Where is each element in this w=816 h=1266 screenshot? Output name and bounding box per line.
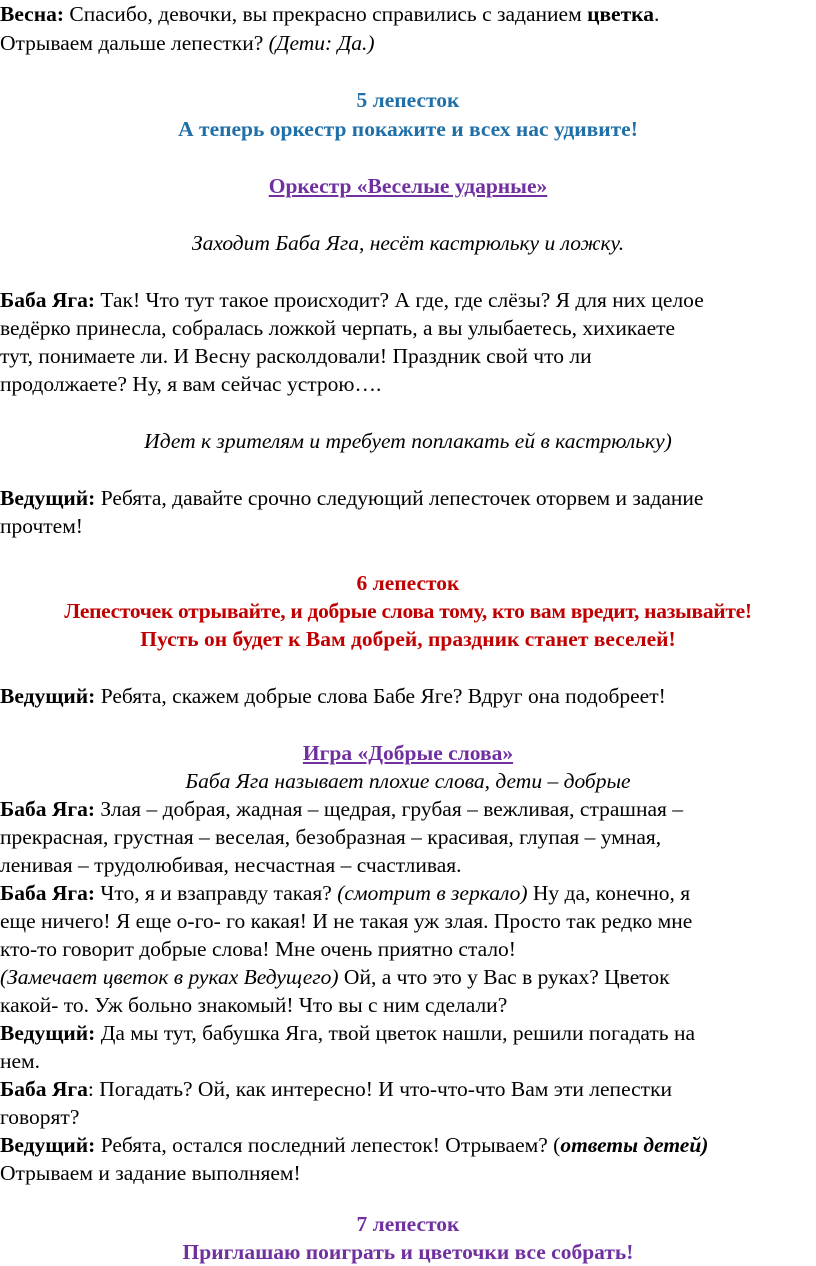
baba2-line-3: ленивая – трудолюбивая, несчастная – счастливая. (0, 853, 462, 877)
speaker-host: Ведущий: (0, 486, 96, 510)
stage-direction-2: Идет к зрителям и требует поплакать ей в кастрюльку) (144, 429, 672, 453)
speaker-host: Ведущий: (0, 684, 96, 708)
host-text: Ребята, остался последний лепесток! Отрываем? ( (95, 1133, 561, 1157)
host5-line-2: Отрываем и задание выполняем! (0, 1161, 301, 1185)
spring-line-2 (0, 29, 816, 57)
baba-text: Злая – добрая, жадная – щедрая, грубая – вежливая, страшная – (95, 797, 684, 821)
baba3-line-1 (0, 879, 816, 907)
orchestra-title: Оркестр «Веселые ударные» (268, 174, 548, 198)
speaker-baba: Баба Яга: (0, 881, 96, 905)
host-text: Да мы тут, бабушка Яга, твой цветок нашли, решили погадать на (95, 1021, 695, 1045)
petal-6-title: 6 лепесток (356, 571, 460, 595)
baba-line-4: продолжаете? Ну, я вам сейчас устрою…. (0, 372, 382, 396)
baba4-line-2: говорят? (0, 1105, 80, 1129)
game-title: Игра «Добрые слова» (302, 741, 514, 765)
baba-line-3: тут, понимаете ли. И Весну расколдовали! Праздник свой что ли (0, 344, 592, 368)
petal-6-verse-1: Лепесточек отрывайте, и добрые слова тому, кто вам вредит, называйте! (64, 599, 752, 623)
speaker-host: Ведущий: (0, 1021, 96, 1045)
speaker-baba: Баба Яга: (0, 288, 96, 312)
petal-5-verse: А теперь оркестр покажите и всех нас удивите! (178, 117, 638, 141)
host-line-3 (0, 682, 816, 710)
baba3-line-4 (0, 963, 816, 991)
stage-note-mirror: (смотрит в зеркало) (337, 881, 528, 905)
bold-word-flower: цветка (587, 2, 654, 26)
spring-text-2: Отрываем дальше лепестки? (0, 31, 269, 55)
host-line-2: прочтем! (0, 514, 83, 538)
baba3-line-3: кто-то говорит добрые слова! Мне очень приятно стало! (0, 937, 516, 961)
children-response: (Дети: Да.) (268, 31, 375, 55)
petal-6-verse-2: Пусть он будет к Вам добрей, праздник станет веселей! (140, 627, 676, 651)
baba3-line-2: еще ничего! Я еще о-го- го какая! И не такая уж злая. Просто так редко мне (0, 909, 693, 933)
baba-text-cont: Ну да, конечно, я (527, 881, 691, 905)
baba-text: Так! Что тут такое происходит? А где, где слёзы? Я для них целое (95, 288, 704, 312)
speaker-baba: Баба Яга (0, 1077, 88, 1101)
host4a-line-2: нем. (0, 1049, 41, 1073)
baba-text: Что, я и взаправду такая? (95, 881, 338, 905)
stage-direction-1: Заходит Баба Яга, несёт кастрюльку и ложку. (191, 231, 625, 255)
baba-text: : Погадать? Ой, как интересно! И что-что-что Вам эти лепестки (87, 1077, 673, 1101)
spring-line-1 (0, 0, 816, 28)
host-text: Ребята, скажем добрые слова Бабе Яге? Вдруг она подобреет! (95, 684, 666, 708)
game-heading (0, 739, 816, 767)
baba-line-1 (0, 286, 816, 314)
orchestra-heading (0, 172, 816, 200)
baba4-line-1 (0, 1075, 816, 1103)
host-text: Ребята, давайте срочно следующий лепесточек оторвем и задание (95, 486, 704, 510)
children-answers-note: ответы детей) (560, 1133, 709, 1157)
baba2-line-2: прекрасная, грустная – веселая, безобразная – красивая, глупая – умная, (0, 825, 662, 849)
baba-line-2: ведёрко принесла, собралась ложкой черпать, а вы улыбаетесь, хихикаете (0, 316, 676, 340)
baba3-line-5: какой- то. Уж больно знакомый! Что вы с ним сделали? (0, 993, 508, 1017)
host4a-line-1 (0, 1019, 816, 1047)
petal-7-verse: Приглашаю поиграть и цветочки все собрать! (182, 1240, 634, 1264)
period: . (653, 2, 660, 26)
speaker-baba: Баба Яга: (0, 797, 96, 821)
speaker-spring: Весна: (0, 2, 64, 26)
speaker-host: Ведущий: (0, 1133, 96, 1157)
petal-5-title: 5 лепесток (356, 88, 460, 112)
petal-7-title: 7 лепесток (356, 1212, 460, 1236)
baba-text: Ой, а что это у Вас в руках? Цветок (338, 965, 670, 989)
stage-note-flower: (Замечает цветок в руках Ведущего) (0, 965, 339, 989)
baba2-line-1 (0, 795, 816, 823)
game-subtitle: Баба Яга называет плохие слова, дети – добрые (185, 769, 631, 793)
spring-text: Спасибо, девочки, вы прекрасно справились с заданием (64, 2, 588, 26)
host-line-1 (0, 484, 816, 512)
host5-line-1 (0, 1131, 816, 1159)
